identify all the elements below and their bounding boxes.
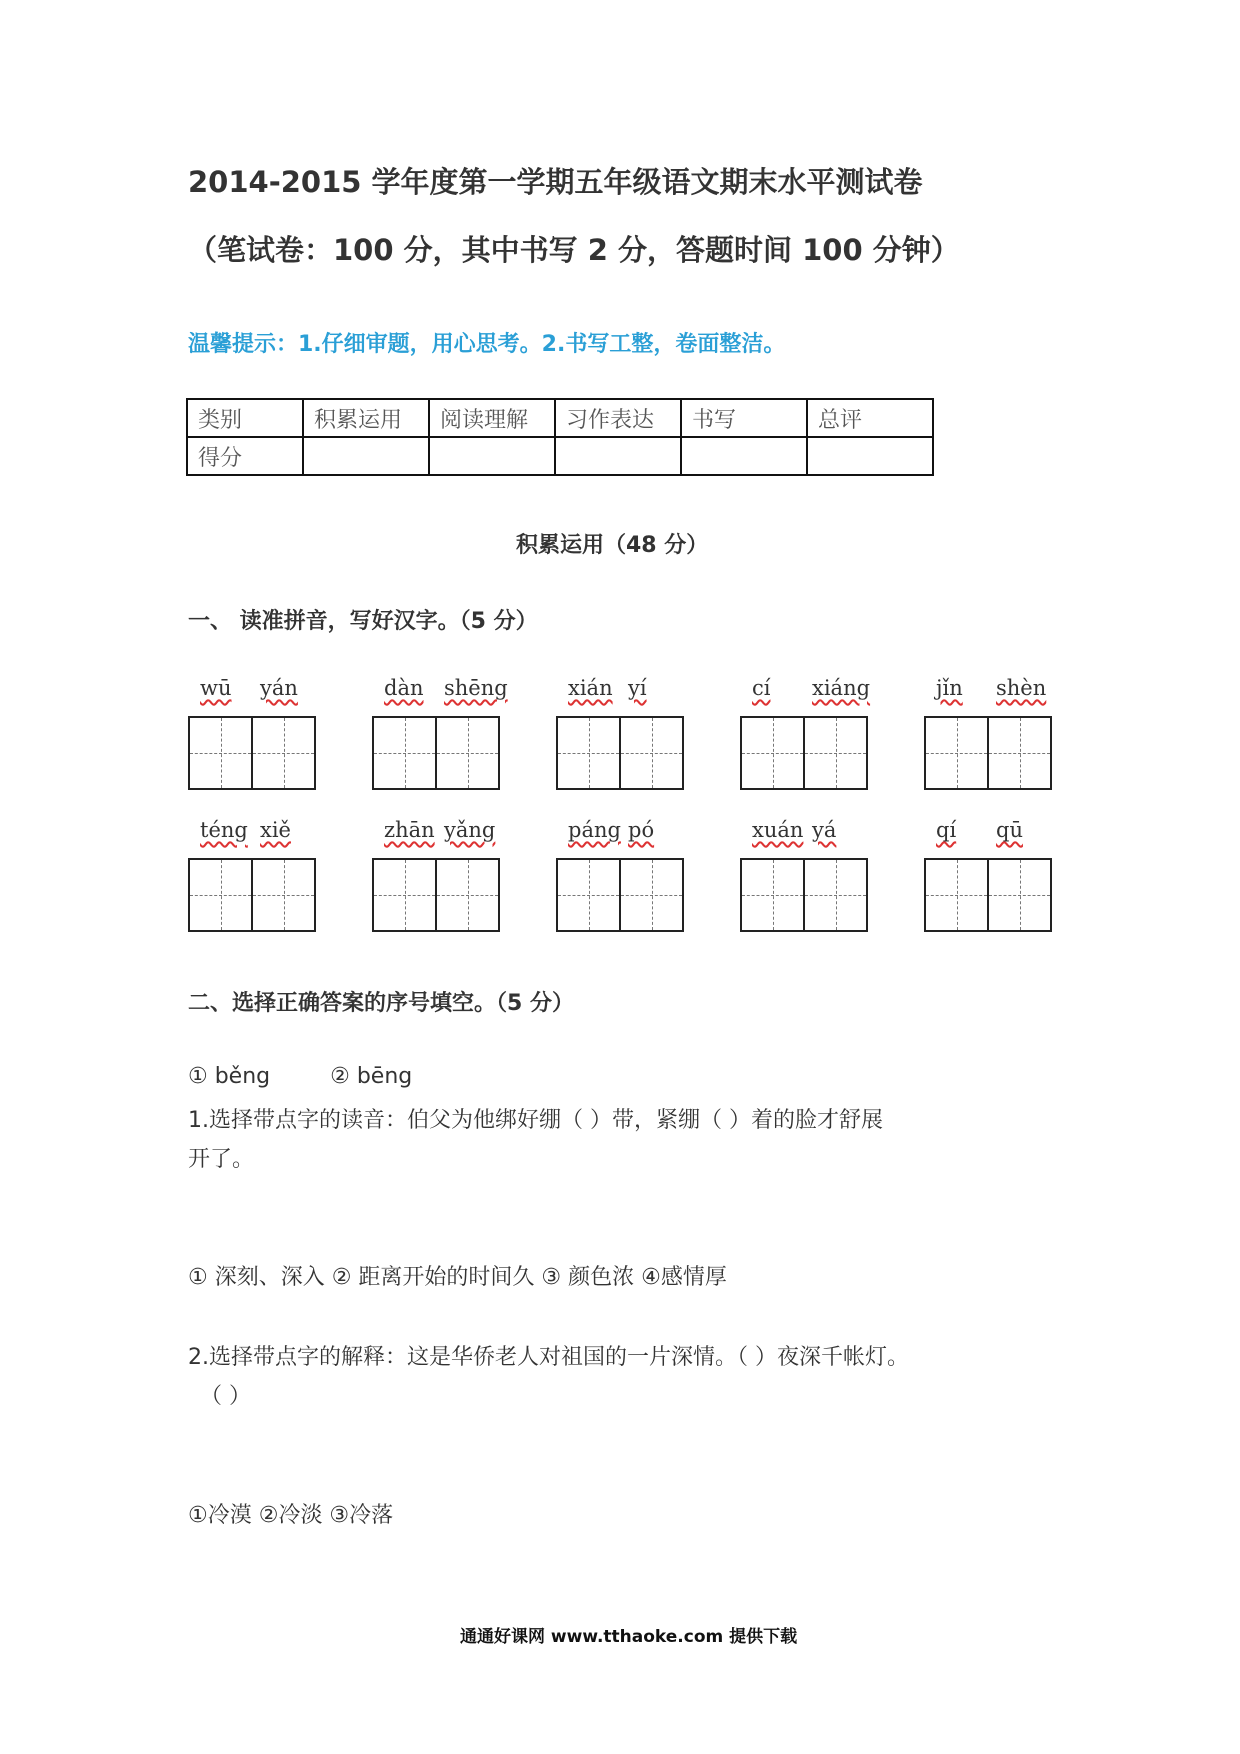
character-writing-boxes bbox=[372, 716, 500, 790]
score-header-cell: 总评 bbox=[807, 399, 933, 437]
character-box[interactable] bbox=[926, 718, 989, 788]
option-1: ① běng bbox=[188, 1064, 271, 1089]
pinyin-syllable: yǎng bbox=[444, 818, 496, 842]
character-box[interactable] bbox=[190, 718, 253, 788]
character-writing-boxes bbox=[740, 716, 868, 790]
score-cell[interactable] bbox=[429, 437, 555, 475]
pinyin-syllable: jǐn bbox=[936, 676, 963, 700]
pinyin-row bbox=[740, 818, 866, 852]
character-box[interactable] bbox=[621, 860, 682, 930]
character-writing-boxes bbox=[924, 858, 1052, 932]
score-header-cell: 阅读理解 bbox=[429, 399, 555, 437]
character-box[interactable] bbox=[437, 718, 498, 788]
pinyin-syllable: wū bbox=[200, 676, 232, 700]
pinyin-syllable: yí bbox=[628, 676, 647, 700]
pinyin-syllable: yán bbox=[260, 676, 298, 700]
pinyin-row bbox=[740, 676, 871, 710]
character-writing-boxes bbox=[740, 858, 868, 932]
question-2-1-line: 1.选择带点字的读音：伯父为他绑好绷（ ）带，紧绷（ ）着的脸才舒展 bbox=[188, 1108, 883, 1133]
pinyin-syllable: qí bbox=[936, 818, 957, 842]
character-box[interactable] bbox=[805, 718, 866, 788]
pinyin-row bbox=[556, 676, 682, 710]
word-options: ①冷漠 ②冷淡 ③冷落 bbox=[188, 1503, 394, 1528]
score-header-cell: 书写 bbox=[681, 399, 807, 437]
character-writing-boxes bbox=[372, 858, 500, 932]
pronunciation-options bbox=[188, 1064, 412, 1089]
character-box[interactable] bbox=[558, 860, 621, 930]
character-box[interactable] bbox=[926, 860, 989, 930]
score-cell[interactable] bbox=[303, 437, 429, 475]
question-2-2-line: 2.选择带点字的解释：这是华侨老人对祖国的一片深情。（ ）夜深千帐灯。 bbox=[188, 1345, 909, 1370]
pinyin-syllable: xián bbox=[568, 676, 613, 700]
character-box[interactable] bbox=[374, 718, 437, 788]
character-writing-boxes bbox=[924, 716, 1052, 790]
exam-title: 2014-2015 学年度第一学期五年级语文期末水平测试卷 bbox=[188, 165, 923, 199]
character-box[interactable] bbox=[989, 860, 1050, 930]
pinyin-syllable: qū bbox=[996, 818, 1023, 842]
score-cell[interactable] bbox=[555, 437, 681, 475]
score-cell[interactable] bbox=[681, 437, 807, 475]
character-box[interactable] bbox=[253, 860, 314, 930]
character-box[interactable] bbox=[621, 718, 682, 788]
pinyin-syllable: shēng bbox=[444, 676, 508, 700]
exam-subtitle: （笔试卷：100 分，其中书写 2 分，答题时间 100 分钟） bbox=[188, 233, 960, 267]
score-header-cell: 积累运用 bbox=[303, 399, 429, 437]
character-box[interactable] bbox=[558, 718, 621, 788]
score-row-label: 得分 bbox=[187, 437, 303, 475]
character-box[interactable] bbox=[253, 718, 314, 788]
question-2-2-line: （ ） bbox=[200, 1384, 251, 1409]
score-table-header-row bbox=[187, 399, 933, 437]
pinyin-row bbox=[188, 818, 314, 852]
character-box[interactable] bbox=[190, 860, 253, 930]
pinyin-syllable: téng bbox=[200, 818, 248, 842]
question-2-title: 二、选择正确答案的序号填空。（5 分） bbox=[188, 991, 574, 1016]
character-box[interactable] bbox=[742, 860, 805, 930]
score-table bbox=[186, 398, 934, 476]
score-header-cell: 习作表达 bbox=[555, 399, 681, 437]
character-writing-boxes bbox=[556, 858, 684, 932]
pinyin-syllable: xiě bbox=[260, 818, 291, 842]
character-box[interactable] bbox=[742, 718, 805, 788]
option-2: ② bēng bbox=[330, 1064, 413, 1089]
meaning-options: ① 深刻、深入 ② 距离开始的时间久 ③ 颜色浓 ④感情厚 bbox=[188, 1265, 727, 1290]
question-2-1-line: 开了。 bbox=[188, 1147, 255, 1172]
pinyin-row bbox=[372, 818, 498, 852]
pinyin-row bbox=[372, 676, 508, 710]
character-box[interactable] bbox=[805, 860, 866, 930]
question-1-title: 一、 读准拼音，写好汉字。（5 分） bbox=[188, 609, 538, 634]
pinyin-syllable: xiáng bbox=[812, 676, 871, 700]
section-title: 积累运用（48 分） bbox=[516, 533, 709, 558]
character-writing-boxes bbox=[556, 716, 684, 790]
footer-credit: 通通好课网 www.tthaoke.com 提供下载 bbox=[460, 1627, 798, 1647]
pinyin-syllable: zhān bbox=[384, 818, 435, 842]
character-box[interactable] bbox=[989, 718, 1050, 788]
score-cell[interactable] bbox=[807, 437, 933, 475]
pinyin-syllable: dàn bbox=[384, 676, 424, 700]
pinyin-syllable: pó bbox=[628, 818, 655, 842]
pinyin-syllable: yá bbox=[812, 818, 837, 842]
pinyin-syllable: xuán bbox=[752, 818, 804, 842]
score-header-cell: 类别 bbox=[187, 399, 303, 437]
pinyin-syllable: cí bbox=[752, 676, 771, 700]
pinyin-row bbox=[188, 676, 314, 710]
pinyin-syllable: páng bbox=[568, 818, 621, 842]
score-table-score-row bbox=[187, 437, 933, 475]
pinyin-row bbox=[556, 818, 682, 852]
warm-tip: 温馨提示：1.仔细审题，用心思考。2.书写工整，卷面整洁。 bbox=[188, 332, 786, 357]
character-box[interactable] bbox=[374, 860, 437, 930]
pinyin-syllable: shèn bbox=[996, 676, 1047, 700]
pinyin-row bbox=[924, 676, 1050, 710]
character-box[interactable] bbox=[437, 860, 498, 930]
character-writing-boxes bbox=[188, 858, 316, 932]
character-writing-boxes bbox=[188, 716, 316, 790]
pinyin-row bbox=[924, 818, 1050, 852]
